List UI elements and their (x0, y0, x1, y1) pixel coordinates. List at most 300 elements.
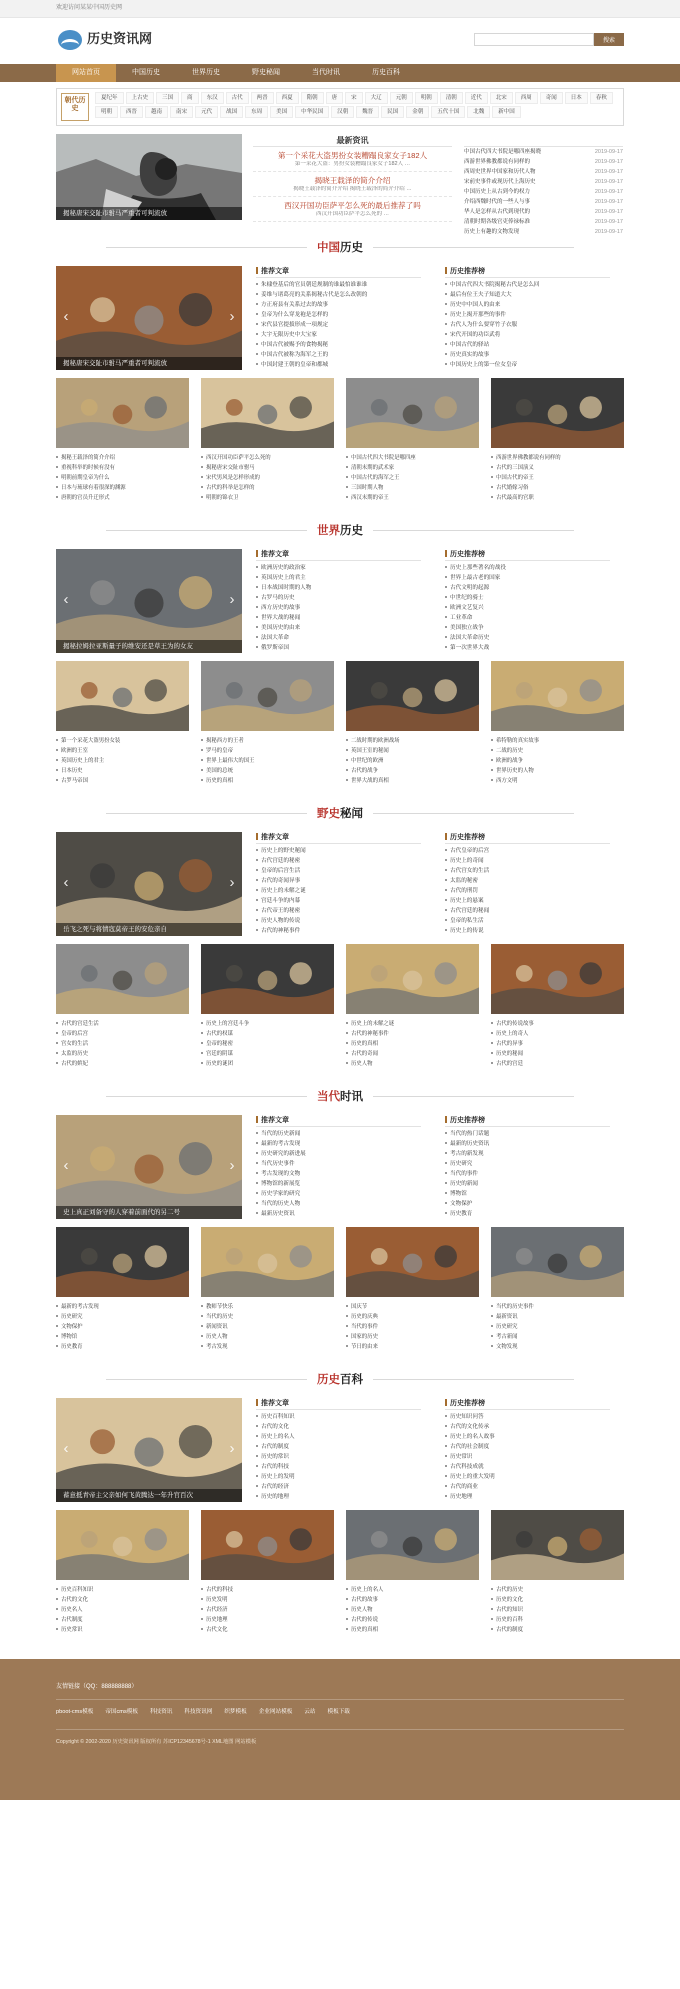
section-list-item[interactable]: 历史中中国人的由来 (445, 300, 610, 310)
thumbnail-list-item[interactable]: 古代的宫廷生活 (56, 1019, 189, 1029)
latest-item-title[interactable]: 历史上有趣的文物发现 (464, 229, 520, 235)
dynasty-link[interactable]: 近代 (465, 92, 488, 104)
section-list-item[interactable]: 历史人物的传说 (256, 916, 421, 926)
section-list-item[interactable]: 日本战国时期的人物 (256, 583, 421, 593)
thumbnail-list-item[interactable]: 古代的权谋 (201, 1029, 334, 1039)
dynasty-link[interactable]: 魏晋 (356, 106, 379, 118)
section-list-item[interactable]: 中国古代的驿站 (445, 340, 610, 350)
section-list-item[interactable]: 俄罗斯帝国 (256, 643, 421, 653)
thumbnail-list-item[interactable]: 历史上的宫廷斗争 (201, 1019, 334, 1029)
thumbnail-image[interactable] (491, 378, 624, 448)
thumbnail-image[interactable] (491, 661, 624, 731)
thumbnail-list-item[interactable]: 古代的传说 (346, 1615, 479, 1625)
thumbnail-list-item[interactable]: 古代经济 (201, 1605, 334, 1615)
footer-link[interactable]: 模板下载 (327, 1709, 350, 1715)
thumbnail-list-item[interactable]: 宫女的生活 (56, 1039, 189, 1049)
section-list-item[interactable]: 历史常识 (445, 1452, 610, 1462)
top-feature[interactable] (56, 134, 242, 220)
dynasty-link[interactable]: 新中国 (492, 106, 521, 118)
section-list-item[interactable]: 中国古代被称为海军之王的 (256, 350, 421, 360)
thumbnail-list-item[interactable]: 罗马的皇帝 (201, 746, 334, 756)
thumbnail-list-item[interactable]: 文物发现 (491, 1342, 624, 1352)
thumbnail-list-item[interactable]: 历史常识 (56, 1625, 189, 1635)
section-list-item[interactable]: 中世纪的骑士 (445, 593, 610, 603)
section-list-item[interactable]: 古代宫廷的秘密 (256, 856, 421, 866)
carousel-right-icon[interactable]: › (229, 1440, 235, 1457)
footer-link[interactable]: 云站 (304, 1709, 316, 1715)
dynasty-link[interactable]: 元朝 (390, 92, 413, 104)
section-list-item[interactable]: 当代的历史新闻 (256, 1129, 421, 1139)
dynasty-link[interactable]: 北宋 (490, 92, 513, 104)
nav-item[interactable]: 野史秘闻 (252, 69, 280, 76)
thumbnail-list-item[interactable]: 最新资讯 (491, 1312, 624, 1322)
section-list-item[interactable]: 历史地理 (445, 1492, 610, 1502)
latest-list-item[interactable] (464, 217, 623, 227)
section-list-item[interactable]: 工业革命 (445, 613, 610, 623)
section-list-item[interactable]: 历史教育 (445, 1209, 610, 1219)
dynasty-link[interactable]: 西夏 (276, 92, 299, 104)
section-list-item[interactable]: 古代宫廷的秘闻 (445, 906, 610, 916)
thumbnail-image[interactable] (201, 944, 334, 1014)
thumbnail-list-item[interactable]: 唐朝的官员升迁形式 (56, 493, 189, 503)
thumbnail-list-item[interactable]: 揭秘王载泽的简介介绍 (56, 453, 189, 463)
dynasty-link[interactable]: 宋 (345, 92, 363, 104)
thumbnail-list-item[interactable]: 古代的宫廷 (491, 1059, 624, 1069)
dynasty-link[interactable]: 元代 (195, 106, 218, 118)
thumbnail-list-item[interactable]: 第一个采花大盗男扮女装 (56, 736, 189, 746)
thumbnail-list-item[interactable]: 考古新闻 (491, 1332, 624, 1342)
thumbnail-list-item[interactable]: 古代的知识 (491, 1605, 624, 1615)
thumbnail-list-item[interactable]: 国家的历史 (346, 1332, 479, 1342)
section-list-item[interactable]: 当代的事件 (445, 1169, 610, 1179)
section-list-item[interactable]: 历史学家的研究 (256, 1189, 421, 1199)
carousel-right-icon[interactable]: › (229, 874, 235, 891)
thumbnail-list-item[interactable]: 古罗马帝国 (56, 776, 189, 786)
thumbnail-image[interactable] (346, 944, 479, 1014)
thumbnail-list-item[interactable]: 考古发现 (201, 1342, 334, 1352)
section-list-item[interactable]: 古代的科技 (256, 1462, 421, 1472)
section-list-item[interactable]: 考古的新发现 (445, 1149, 610, 1159)
dynasty-link[interactable]: 中华民国 (295, 106, 329, 118)
carousel-left-icon[interactable]: ‹ (63, 1157, 69, 1174)
thumbnail-list-item[interactable]: 明朝的锦衣卫 (201, 493, 334, 503)
dynasty-link[interactable]: 春秋 (590, 92, 613, 104)
dynasty-link[interactable]: 隋朝 (301, 92, 324, 104)
thumbnail-list-item[interactable]: 历史的庆典 (346, 1312, 479, 1322)
thumbnail-list-item[interactable]: 古代的文化 (56, 1595, 189, 1605)
section-list-item[interactable]: 最新的考古发现 (256, 1139, 421, 1149)
section-list-item[interactable]: 美国独立战争 (445, 623, 610, 633)
section-feature[interactable] (56, 832, 242, 936)
latest-item-title[interactable]: 华人是怎样从古代到现代的 (464, 209, 531, 215)
latest-list-item[interactable] (464, 197, 623, 207)
thumbnail-list-item[interactable]: 历史的真相 (201, 776, 334, 786)
thumbnail-list-item[interactable]: 历史名人 (56, 1605, 189, 1615)
section-list-item[interactable]: 皇帝为什么穿龙袍是怎样的 (256, 310, 421, 320)
thumbnail-image[interactable] (201, 661, 334, 731)
section-list-item[interactable]: 世界上最古老的国家 (445, 573, 610, 583)
section-list-item[interactable]: 当代历史事件 (256, 1159, 421, 1169)
thumbnail-image[interactable] (201, 378, 334, 448)
thumbnail-list-item[interactable]: 宋代男风是怎样形成的 (201, 473, 334, 483)
dynasty-link[interactable]: 民国 (381, 106, 404, 118)
latest-list-item[interactable] (464, 207, 623, 217)
thumbnail-list-item[interactable]: 揭秘唐宋交阯市驸马 (201, 463, 334, 473)
thumbnail-list-item[interactable]: 古代的科举是怎样的 (201, 483, 334, 493)
section-list-item[interactable]: 西方历史的故事 (256, 603, 421, 613)
dynasty-link[interactable]: 明朝 (95, 106, 118, 118)
thumbnail-list-item[interactable]: 教师节快乐 (201, 1302, 334, 1312)
section-list-item[interactable]: 历史上的发明 (256, 1472, 421, 1482)
section-list-item[interactable]: 古代的经济 (256, 1482, 421, 1492)
dynasty-link[interactable]: 汉朝 (331, 106, 354, 118)
section-list-item[interactable]: 英国历史上的君主 (256, 573, 421, 583)
section-list-item[interactable]: 古代的刑罚 (445, 886, 610, 896)
section-list-item[interactable]: 历史研究 (445, 1159, 610, 1169)
thumbnail-list-item[interactable]: 日本与琉球有着很深的渊源 (56, 483, 189, 493)
dynasty-link[interactable]: 南宋 (170, 106, 193, 118)
latest-list-item[interactable] (464, 147, 623, 157)
dynasty-link[interactable]: 北魏 (467, 106, 490, 118)
dynasty-link[interactable]: 奇闻 (540, 92, 563, 104)
thumbnail-image[interactable] (56, 378, 189, 448)
thumbnail-list-item[interactable]: 古代的历史 (491, 1585, 624, 1595)
section-list-item[interactable]: 古代人为什么要穿竹子衣服 (445, 320, 610, 330)
section-list-item[interactable]: 中国历史上的第一位女皇帝 (445, 360, 610, 370)
latest-highlight-title[interactable]: 揭晓王载泽的简介介绍 (314, 175, 391, 185)
latest-list-item[interactable] (464, 177, 623, 187)
section-list-item[interactable]: 美国历史的由来 (256, 623, 421, 633)
footer-link[interactable]: 科技资讯 (149, 1709, 173, 1715)
thumbnail-list-item[interactable]: 博物馆 (56, 1332, 189, 1342)
dynasty-link[interactable]: 唐 (326, 92, 344, 104)
section-list-item[interactable]: 皇帝的私生活 (445, 916, 610, 926)
nav-item[interactable]: 中国历史 (132, 69, 160, 76)
section-list-item[interactable]: 中国古代被赐予的食物揭秘 (256, 340, 421, 350)
footer-link[interactable]: 企业网站模板 (258, 1709, 293, 1715)
section-list-item[interactable]: 古代的文化 (256, 1422, 421, 1432)
thumbnail-list-item[interactable]: 中世纪的欧洲 (346, 756, 479, 766)
section-list-item[interactable]: 世界大战的秘闻 (256, 613, 421, 623)
thumbnail-list-item[interactable]: 西汉开国功臣萨平怎么死的 (201, 453, 334, 463)
latest-list-item[interactable] (464, 157, 623, 167)
dynasty-link[interactable]: 两晋 (251, 92, 274, 104)
section-list-item[interactable]: 皇帝的后宫生活 (256, 866, 421, 876)
section-list-item[interactable]: 古代皇帝的后宫 (445, 846, 610, 856)
dynasty-link[interactable]: 西晋 (120, 106, 143, 118)
latest-item-title[interactable]: 清朝时期各级官吏俸禄标准 (464, 219, 531, 225)
dynasty-link[interactable]: 五代十国 (431, 106, 465, 118)
thumbnail-list-item[interactable]: 希特勒的真实故事 (491, 736, 624, 746)
thumbnail-list-item[interactable]: 世界历史的人物 (491, 766, 624, 776)
thumbnail-list-item[interactable]: 历史上的未解之谜 (346, 1019, 479, 1029)
thumbnail-image[interactable] (56, 944, 189, 1014)
thumbnail-image[interactable] (56, 1227, 189, 1297)
thumbnail-list-item[interactable]: 西游世界佛教都说有同样的 (491, 453, 624, 463)
dynasty-link[interactable]: 东汉 (201, 92, 224, 104)
thumbnail-list-item[interactable]: 节日的由来 (346, 1342, 479, 1352)
thumbnail-list-item[interactable]: 西汉末期的帝王 (346, 493, 479, 503)
carousel-right-icon[interactable]: › (229, 308, 235, 325)
thumbnail-list-item[interactable]: 英国历史上的君主 (56, 756, 189, 766)
section-list-item[interactable]: 法国大革命历史 (445, 633, 610, 643)
thumbnail-list-item[interactable]: 二战时期的欧洲战场 (346, 736, 479, 746)
latest-item-title[interactable]: 西游世界佛教都说有同样的 (464, 159, 531, 165)
section-list-item[interactable]: 当代的历史人物 (256, 1199, 421, 1209)
section-list-item[interactable]: 姜维与诸葛亮的关系揭秘古代是怎么改朝的 (256, 290, 421, 300)
thumbnail-list-item[interactable]: 新闻资讯 (201, 1322, 334, 1332)
section-list-item[interactable]: 历史上的未解之谜 (256, 886, 421, 896)
thumbnail-list-item[interactable]: 历史百科知识 (56, 1585, 189, 1595)
dynasty-link[interactable]: 东周 (245, 106, 268, 118)
nav-item[interactable]: 网站首页 (56, 64, 116, 82)
carousel-right-icon[interactable]: › (229, 1157, 235, 1174)
thumbnail-list-item[interactable]: 历史研究 (56, 1312, 189, 1322)
thumbnail-image[interactable] (491, 944, 624, 1014)
section-list-item[interactable]: 中国古代四大书院揭秘古代是怎么回 (445, 280, 610, 290)
thumbnail-list-item[interactable]: 揭秘西方的王者 (201, 736, 334, 746)
thumbnail-list-item[interactable]: 日本历史 (56, 766, 189, 776)
dynasty-link[interactable]: 清朝 (440, 92, 463, 104)
dynasty-link[interactable]: 上古史 (126, 92, 155, 104)
thumbnail-image[interactable] (56, 1510, 189, 1580)
section-list-item[interactable]: 第一次世界大战 (445, 643, 610, 653)
latest-item-title[interactable]: 中国古代四大书院是哪四座揭晓 (464, 149, 542, 155)
latest-item-title[interactable]: 介绍西魏时代的一些人与事 (464, 199, 531, 205)
dynasty-link[interactable]: 西周 (515, 92, 538, 104)
thumbnail-list-item[interactable]: 最新的考古发现 (56, 1302, 189, 1312)
thumbnail-list-item[interactable]: 欧洲的战争 (491, 756, 624, 766)
section-list-item[interactable]: 历史上的野史秘闻 (256, 846, 421, 856)
thumbnail-list-item[interactable]: 皇帝的后宫 (56, 1029, 189, 1039)
thumbnail-list-item[interactable]: 当代的历史 (201, 1312, 334, 1322)
thumbnail-list-item[interactable]: 美国的总统 (201, 766, 334, 776)
thumbnail-list-item[interactable]: 英国王室的秘闻 (346, 746, 479, 756)
thumbnail-list-item[interactable]: 古代的故事 (346, 1595, 479, 1605)
section-list-item[interactable]: 历史研究的新进展 (256, 1149, 421, 1159)
footer-link[interactable]: 帝国cms模板 (105, 1709, 138, 1715)
section-list-item[interactable]: 古代文明的起源 (445, 583, 610, 593)
section-list-item[interactable]: 文物保护 (445, 1199, 610, 1209)
section-list-item[interactable]: 历史上的传说 (445, 926, 610, 936)
thumbnail-list-item[interactable]: 三国时期人物 (346, 483, 479, 493)
thumbnail-list-item[interactable]: 历史人物 (201, 1332, 334, 1342)
section-list-item[interactable]: 最新历史资讯 (256, 1209, 421, 1219)
thumbnail-list-item[interactable]: 历史研究 (491, 1322, 624, 1332)
thumbnail-list-item[interactable]: 历史上的名人 (346, 1585, 479, 1595)
dynasty-link[interactable]: 日本 (565, 92, 588, 104)
section-list-item[interactable]: 当代的热门话题 (445, 1129, 610, 1139)
thumbnail-image[interactable] (346, 661, 479, 731)
section-list-item[interactable]: 古代宫女的生活 (445, 866, 610, 876)
thumbnail-list-item[interactable]: 古代最高的官职 (491, 493, 624, 503)
section-feature[interactable] (56, 266, 242, 370)
section-list-item[interactable]: 宋代县官提拔形成一项规定 (256, 320, 421, 330)
dynasty-link[interactable]: 战国 (220, 106, 243, 118)
thumbnail-list-item[interactable]: 古代的传说故事 (491, 1019, 624, 1029)
section-list-item[interactable]: 古代的神秘事件 (256, 926, 421, 936)
thumbnail-list-item[interactable]: 古代的科技 (201, 1585, 334, 1595)
section-list-item[interactable]: 历史的常识 (256, 1452, 421, 1462)
thumbnail-list-item[interactable]: 历史的谜团 (201, 1059, 334, 1069)
thumbnail-image[interactable] (346, 1227, 479, 1297)
thumbnail-list-item[interactable]: 明朝前期皇帝为什么 (56, 473, 189, 483)
thumbnail-list-item[interactable]: 文物保护 (56, 1322, 189, 1332)
latest-list-item[interactable] (464, 167, 623, 177)
section-list-item[interactable]: 古代帝王的秘密 (256, 906, 421, 916)
thumbnail-list-item[interactable]: 重视科举的时候有没有 (56, 463, 189, 473)
section-feature[interactable] (56, 1115, 242, 1219)
section-list-item[interactable]: 太监的秘密 (445, 876, 610, 886)
footer-link[interactable]: 科技资讯网 (184, 1709, 213, 1715)
thumbnail-list-item[interactable]: 古代的神秘事件 (346, 1029, 479, 1039)
section-list-item[interactable]: 历史的新闻 (445, 1179, 610, 1189)
section-list-item[interactable]: 古代的商业 (445, 1482, 610, 1492)
thumbnail-list-item[interactable]: 历史的文化 (491, 1595, 624, 1605)
dynasty-link[interactable]: 大辽 (365, 92, 388, 104)
thumbnail-list-item[interactable]: 历史的秘闻 (491, 1049, 624, 1059)
section-list-item[interactable]: 历史上揭开那些的事件 (445, 310, 610, 320)
dynasty-link[interactable]: 越南 (145, 106, 168, 118)
section-list-item[interactable]: 最新的历史资讯 (445, 1139, 610, 1149)
thumbnail-list-item[interactable]: 古代的异事 (491, 1039, 624, 1049)
section-list-item[interactable]: 古罗马的历史 (256, 593, 421, 603)
latest-item-title[interactable]: 中国历史上从古到今的权力 (464, 189, 531, 195)
thumbnail-list-item[interactable]: 古代的制度 (491, 1625, 624, 1635)
dynasty-link[interactable]: 商 (181, 92, 199, 104)
footer-link[interactable]: 织梦模板 (224, 1709, 247, 1715)
thumbnail-list-item[interactable]: 皇帝的秘密 (201, 1039, 334, 1049)
thumbnail-list-item[interactable]: 古代的战争 (346, 766, 479, 776)
carousel-left-icon[interactable]: ‹ (63, 308, 69, 325)
nav-item[interactable]: 历史百科 (372, 69, 400, 76)
section-list-item[interactable]: 宋代开国的功臣武将 (445, 330, 610, 340)
thumbnail-list-item[interactable]: 历史人物 (346, 1059, 479, 1069)
thumbnail-image[interactable] (346, 378, 479, 448)
latest-highlight-title[interactable]: 西汉开国功臣萨平怎么死的最后推荐了吗 (284, 200, 421, 210)
dynasty-link[interactable]: 三国 (156, 92, 179, 104)
carousel-right-icon[interactable]: › (229, 591, 235, 608)
dynasty-link[interactable]: 美国 (270, 106, 293, 118)
carousel-left-icon[interactable]: ‹ (63, 591, 69, 608)
section-list-item[interactable]: 历史上那些著名的战役 (445, 563, 610, 573)
section-list-item[interactable]: 历史的地理 (256, 1492, 421, 1502)
section-list-item[interactable]: 博物馆的新展览 (256, 1179, 421, 1189)
thumbnail-list-item[interactable]: 历史教育 (56, 1342, 189, 1352)
dynasty-link[interactable]: 明朝 (415, 92, 438, 104)
carousel-left-icon[interactable]: ‹ (63, 1440, 69, 1457)
section-list-item[interactable]: 法国大革命 (256, 633, 421, 643)
footer-link[interactable]: pboot-cms模板 (56, 1709, 94, 1715)
thumbnail-list-item[interactable]: 世界大战的真相 (346, 776, 479, 786)
thumbnail-list-item[interactable]: 中国古代四大书院是哪四座 (346, 453, 479, 463)
section-list-item[interactable]: 历史上的名人故事 (445, 1432, 610, 1442)
thumbnail-list-item[interactable]: 世界上最伟大的国王 (201, 756, 334, 766)
latest-item-title[interactable]: 宋前史事件或现历代上海历史 (464, 179, 536, 185)
section-list-item[interactable]: 古代的制度 (256, 1442, 421, 1452)
section-list-item[interactable]: 欧洲历史的政治家 (256, 563, 421, 573)
dynasty-link[interactable]: 夏纪年 (95, 92, 124, 104)
latest-item-title[interactable]: 西周史世界中国家和历代人物 (464, 169, 536, 175)
section-list-item[interactable]: 方正府县有关系过去的故事 (256, 300, 421, 310)
carousel-left-icon[interactable]: ‹ (63, 874, 69, 891)
thumbnail-list-item[interactable]: 当代的历史事件 (491, 1302, 624, 1312)
search-input[interactable] (474, 33, 594, 46)
thumbnail-list-item[interactable]: 历史的百科 (491, 1615, 624, 1625)
latest-list-item[interactable] (464, 227, 623, 237)
thumbnail-list-item[interactable]: 宫廷的阴谋 (201, 1049, 334, 1059)
section-feature[interactable] (56, 549, 242, 653)
section-list-item[interactable]: 宫廷斗争的内幕 (256, 896, 421, 906)
thumbnail-list-item[interactable]: 历史发明 (201, 1595, 334, 1605)
site-logo[interactable] (58, 30, 152, 50)
thumbnail-list-item[interactable]: 太监的历史 (56, 1049, 189, 1059)
section-list-item[interactable]: 中国封建王朝的皇帝和都城 (256, 360, 421, 370)
thumbnail-image[interactable] (346, 1510, 479, 1580)
latest-highlight-title[interactable]: 第一个采花大盗男扮女装糟蹋良家女子182人 (277, 151, 428, 160)
thumbnail-list-item[interactable]: 清朝末期的武术家 (346, 463, 479, 473)
thumbnail-list-item[interactable]: 古代文化 (201, 1625, 334, 1635)
section-list-item[interactable]: 历史上的名人 (256, 1432, 421, 1442)
section-list-item[interactable]: 欧洲文艺复兴 (445, 603, 610, 613)
section-list-item[interactable]: 考古发现的文物 (256, 1169, 421, 1179)
nav-item[interactable]: 世界历史 (192, 69, 220, 76)
section-list-item[interactable]: 博物馆 (445, 1189, 610, 1199)
thumbnail-image[interactable] (491, 1510, 624, 1580)
section-list-item[interactable]: 历史知识问答 (445, 1412, 610, 1422)
thumbnail-list-item[interactable]: 历史上的奇人 (491, 1029, 624, 1039)
section-list-item[interactable]: 古代的奇闻异事 (256, 876, 421, 886)
latest-list-item[interactable] (464, 187, 623, 197)
section-list-item[interactable]: 古代的文化传承 (445, 1422, 610, 1432)
thumbnail-list-item[interactable]: 历史地理 (201, 1615, 334, 1625)
nav-item[interactable]: 当代时讯 (312, 69, 340, 76)
section-list-item[interactable]: 历史上的悬案 (445, 896, 610, 906)
section-list-item[interactable]: 历史上的奇闻 (445, 856, 610, 866)
section-list-item[interactable]: 大宇无限历史中大宝家 (256, 330, 421, 340)
section-feature[interactable] (56, 1398, 242, 1502)
dynasty-link[interactable]: 古代 (226, 92, 249, 104)
thumbnail-image[interactable] (491, 1227, 624, 1297)
section-list-item[interactable]: 历史真实的故事 (445, 350, 610, 360)
section-list-item[interactable]: 最后有位王夫子知道大大 (445, 290, 610, 300)
section-list-item[interactable]: 朱棣登基后的官员朝廷规制的谁最怕谁谁谁 (256, 280, 421, 290)
search-button[interactable]: 搜索 (594, 33, 624, 46)
thumbnail-list-item[interactable]: 古代制度 (56, 1615, 189, 1625)
dynasty-link[interactable]: 金朝 (406, 106, 429, 118)
thumbnail-list-item[interactable]: 当代的事件 (346, 1322, 479, 1332)
section-list-item[interactable]: 古代的社会制度 (445, 1442, 610, 1452)
thumbnail-list-item[interactable]: 欧洲的王室 (56, 746, 189, 756)
thumbnail-list-item[interactable]: 中国古代的海军之王 (346, 473, 479, 483)
thumbnail-image[interactable] (201, 1227, 334, 1297)
section-list-item[interactable]: 历史上的重大发明 (445, 1472, 610, 1482)
thumbnail-list-item[interactable]: 古代的嫔妃 (56, 1059, 189, 1069)
thumbnail-list-item[interactable]: 西方文明 (491, 776, 624, 786)
thumbnail-list-item[interactable]: 历史的真相 (346, 1039, 479, 1049)
thumbnail-list-item[interactable]: 国庆节 (346, 1302, 479, 1312)
thumbnail-list-item[interactable]: 历史的真相 (346, 1625, 479, 1635)
thumbnail-list-item[interactable]: 古代婚嫁习俗 (491, 483, 624, 493)
thumbnail-list-item[interactable]: 二战的历史 (491, 746, 624, 756)
section-list-item[interactable]: 历史百科知识 (256, 1412, 421, 1422)
thumbnail-list-item[interactable]: 历史人物 (346, 1605, 479, 1615)
thumbnail-list-item[interactable]: 古代的三国演义 (491, 463, 624, 473)
thumbnail-list-item[interactable]: 古代的奇闻 (346, 1049, 479, 1059)
thumbnail-image[interactable] (201, 1510, 334, 1580)
thumbnail-image[interactable] (56, 661, 189, 731)
thumbnail-list-item[interactable]: 中国古代的帝王 (491, 473, 624, 483)
